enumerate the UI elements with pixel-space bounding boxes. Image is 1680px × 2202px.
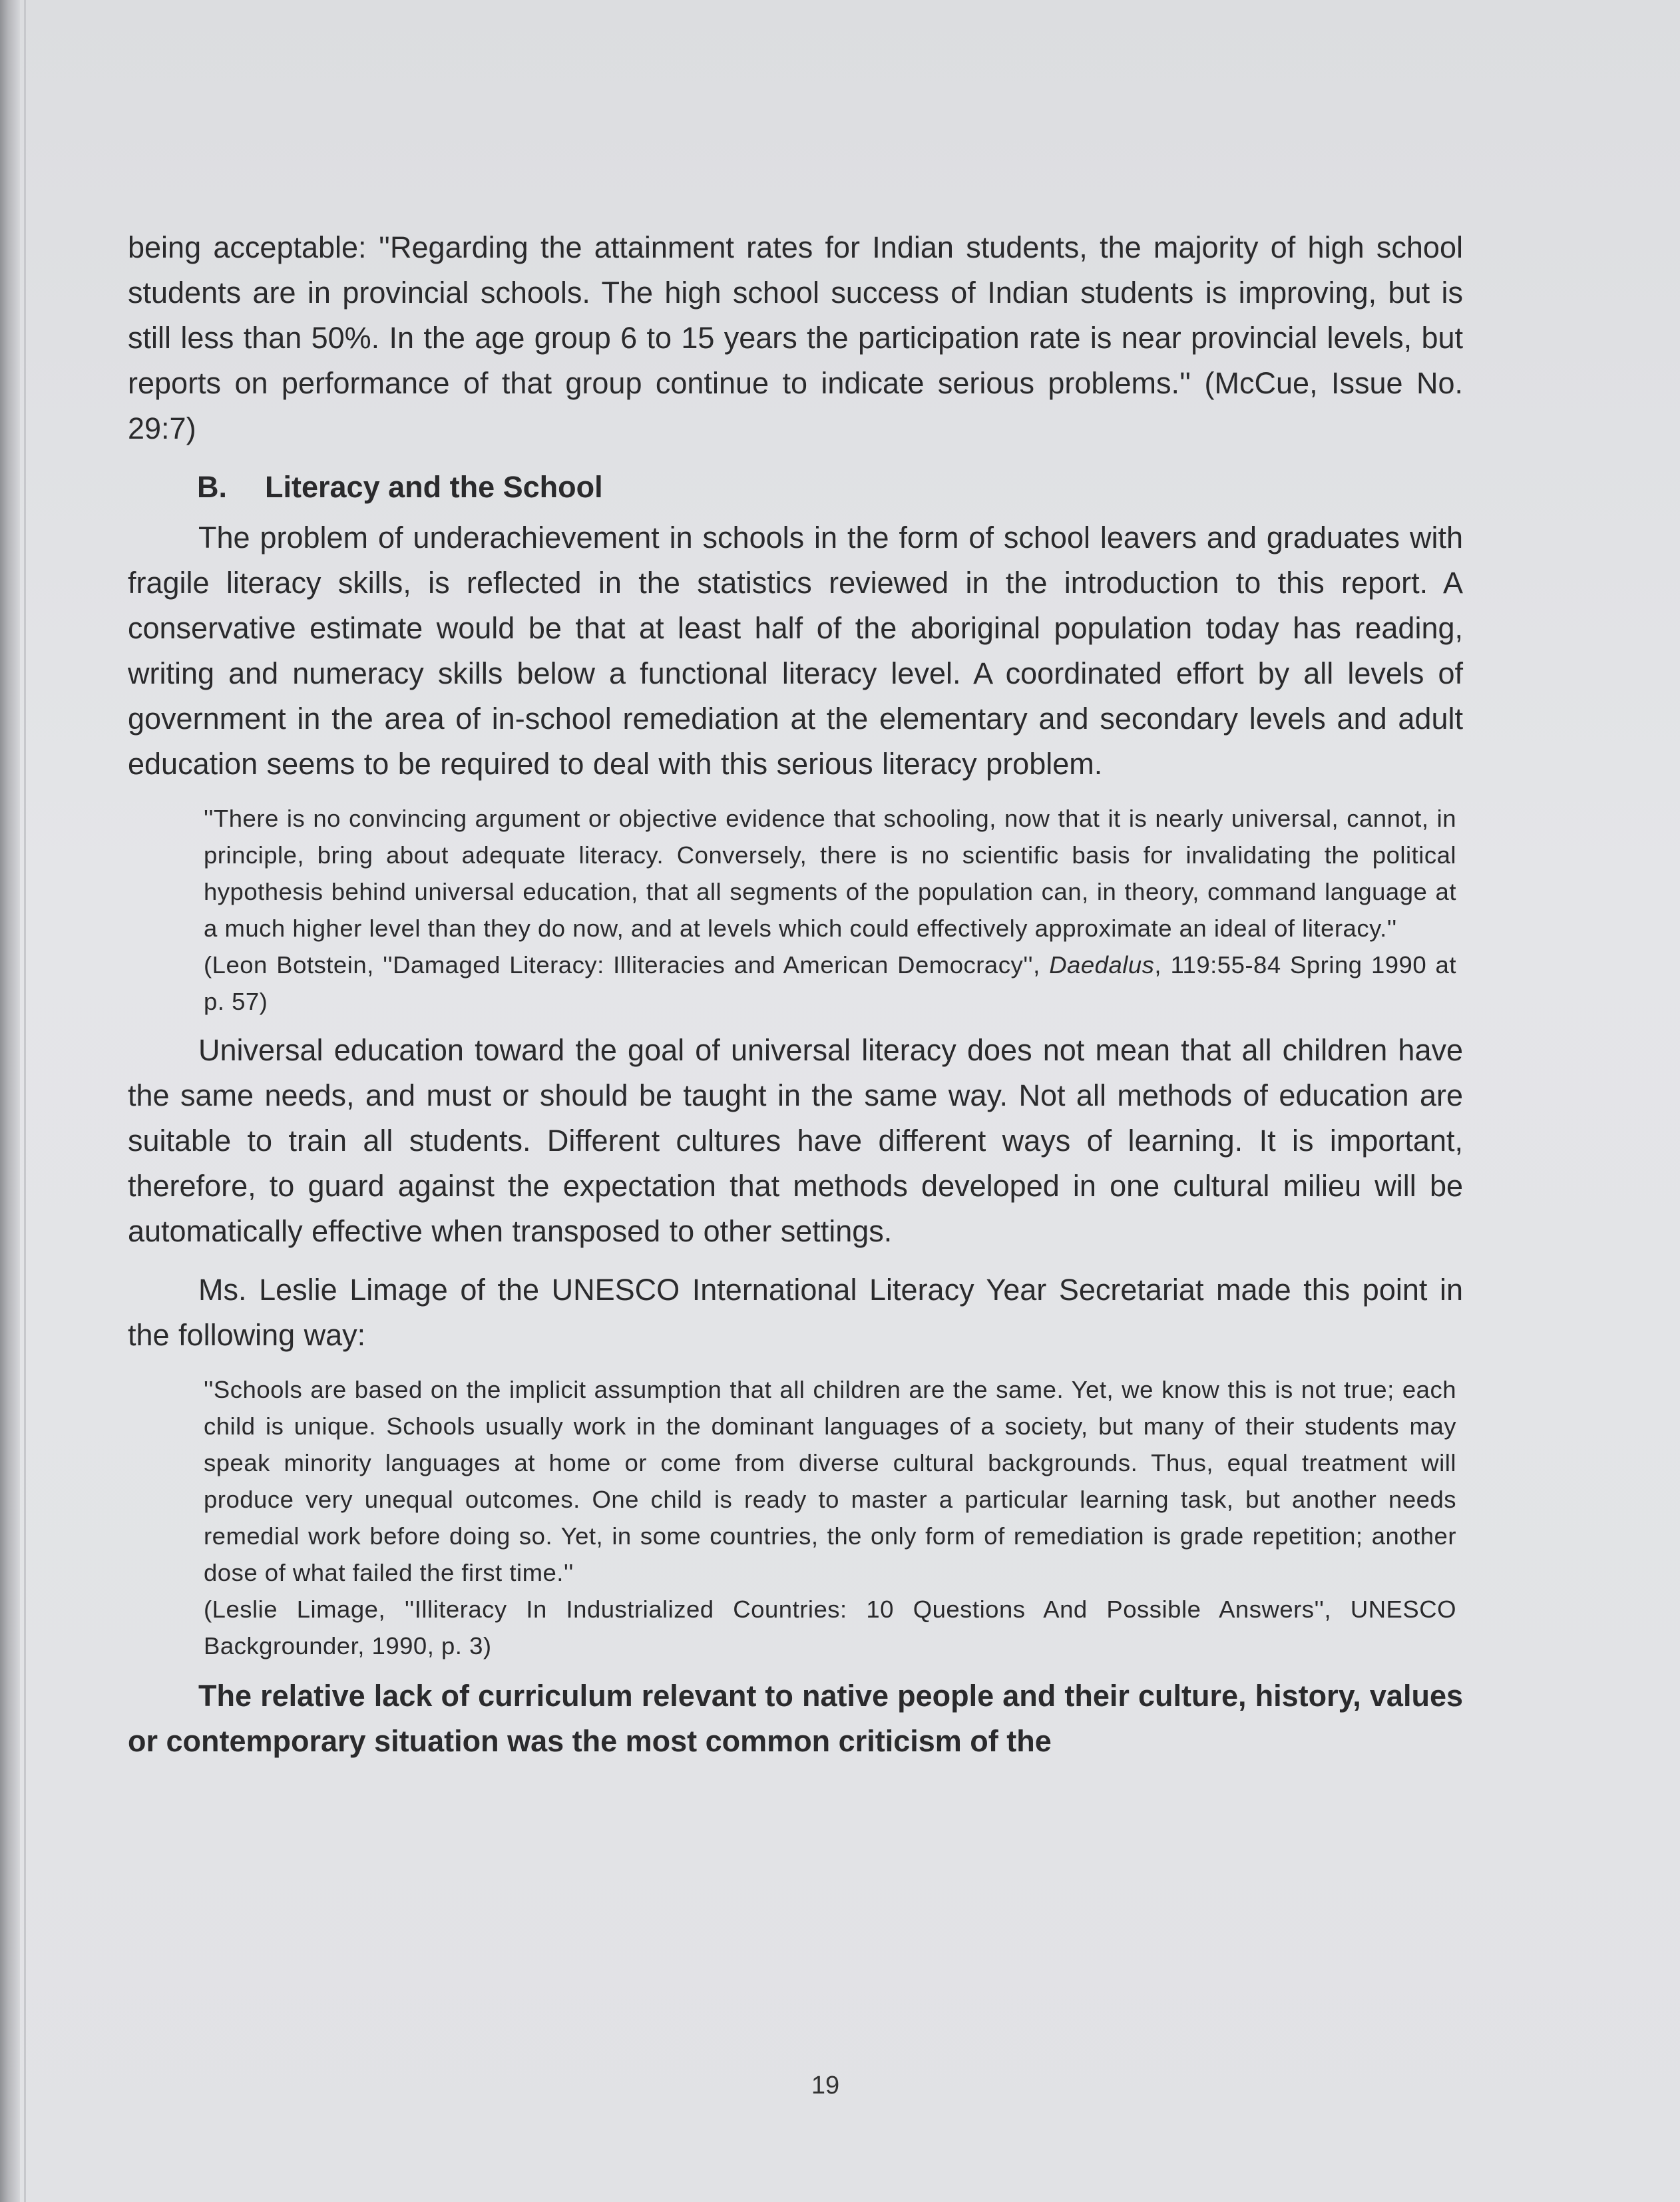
document-body <box>128 225 1463 1764</box>
paragraph-universal-education: Universal education toward the goal of universal literacy does not mean that all children have the same needs, and must or should be taught in the same way. Not all methods of education are suitable to train all students. Different cultures have different ways of learning. It is important, therefore, to guard against the expectation that methods developed in one cultural milieu will be automatically effective when transposed to other settings. <box>128 1033 1463 1248</box>
quote-citation: (Leslie Limage, ''Illiteracy In Industrialized Countries: 10 Questions And Possible Answers'', UNESCO Backgrounder, 1990, p. 3) <box>204 1596 1456 1659</box>
quote-text: ''Schools are based on the implicit assumption that all children are the same. Yet, we know this is not true; each child is unique. Schools usually work in the dominant languages of a society, but many of their students may speak minority languages at home or come from diverse cultural backgrounds. Thus, equal treatment will produce very unequal outcomes. One child is ready to master a particular learning task, but another needs remedial work before doing so. Yet, in some countries, the only form of remediation is grade repetition; another dose of what failed the first time.'' <box>204 1376 1456 1586</box>
page-binding-edge <box>0 0 20 2202</box>
page-binding-line <box>24 0 26 2202</box>
quote-text: ''There is no convincing argument or objective evidence that schooling, now that it is nearly universal, cannot, in principle, bring about adequate literacy. Conversely, there is no scientific basis for invalidating the political hypothesis behind universal education, that all segments of the population can, in theory, command language at a much higher level than they do now, and at levels which could effectively approximate an ideal of literacy.'' <box>204 805 1456 942</box>
citation-prefix: (Leon Botstein, ''Damaged Literacy: Illiteracies and American Democracy'', <box>204 951 1050 979</box>
page-number: 19 <box>811 2072 840 2099</box>
section-heading <box>197 467 1463 507</box>
block-quote-limage <box>204 1371 1456 1664</box>
citation-suffix: , 119:55-84 Spring 1990 at p. 57) <box>204 951 1456 1015</box>
paragraph-underachievement: The problem of underachievement in schools in the form of school leavers and graduates with fragile literacy skills, is reflected in the statistics reviewed in the introduction to this report. A conservative estimate would be that at least half of the aboriginal population today has reading, writing and numeracy skills below a functional literacy level. A coordinated effort by all levels of government in the area of in-school remediation at the elementary and secondary levels and adult education seems to be required to deal with this serious literacy problem. <box>128 521 1463 781</box>
section-title: Literacy and the School <box>265 470 603 504</box>
block-quote-botstein <box>204 800 1456 1020</box>
closing-bold-paragraph: The relative lack of curriculum relevant to native people and their culture, history, values or contemporary situation was the most common criticism of the <box>128 1679 1463 1758</box>
paragraph-limage-intro: Ms. Leslie Limage of the UNESCO International Literacy Year Secretariat made this point in the following way: <box>128 1273 1463 1352</box>
quote-citation <box>204 947 1456 1020</box>
intro-paragraph: being acceptable: ''Regarding the attainment rates for Indian students, the majority of high school students are in provincial schools. The high school success of Indian students is improving, but is still less than 50%. In the age group 6 to 15 years the participation rate is near provincial levels, but reports on performance of that group continue to indicate serious problems.'' (McCue, Issue No. 29:7) <box>128 230 1463 445</box>
section-letter: B. <box>197 470 227 504</box>
citation-journal: Daedalus <box>1049 951 1155 979</box>
